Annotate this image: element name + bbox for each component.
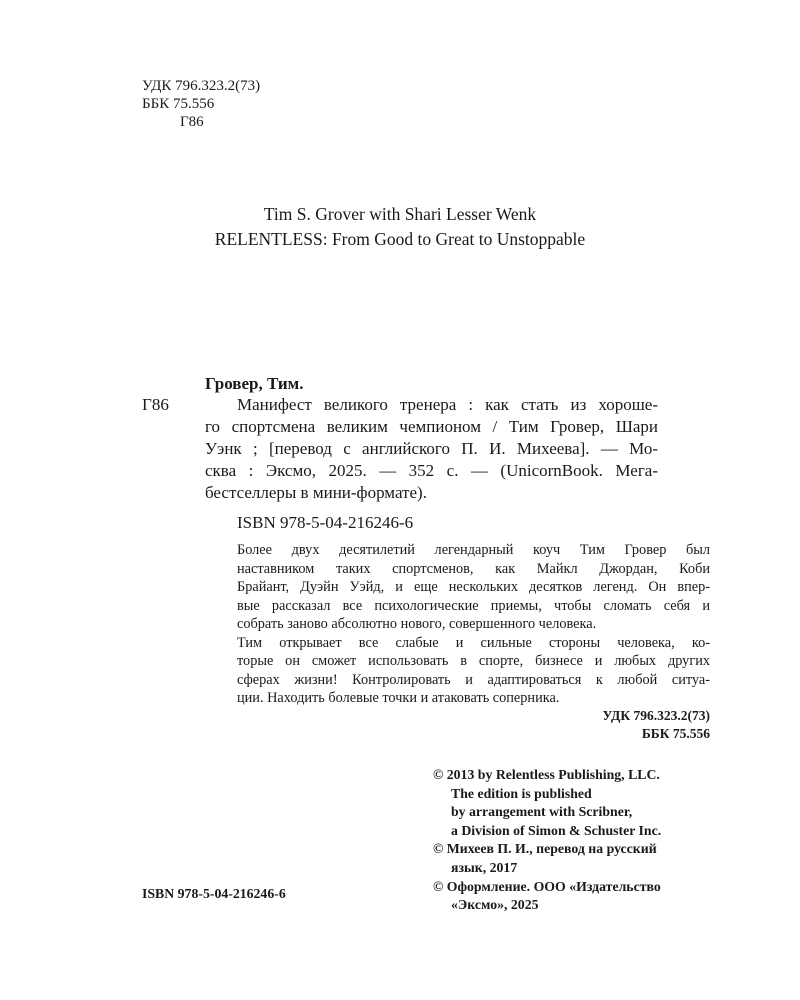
author-heading: Гровер, Тим. bbox=[205, 374, 304, 393]
bbk-code-repeat: ББК 75.556 bbox=[641, 726, 710, 741]
annotation-line: вые рассказал все психологические приемы, чтобы сломать себя и bbox=[237, 597, 710, 614]
annotation bbox=[237, 541, 710, 708]
original-edition bbox=[0, 203, 800, 250]
bibliographic-description bbox=[205, 394, 658, 504]
description-line: Манифест великого тренера : как стать из хороше- bbox=[237, 395, 658, 414]
udk-code: УДК 796.323.2(73) bbox=[142, 78, 261, 94]
description-line: Уэнк ; [перевод с английского П. И. Михеева]. — Мо- bbox=[205, 439, 658, 458]
copyright-line: The edition is published bbox=[451, 785, 592, 801]
author-mark: Г86 bbox=[180, 114, 204, 130]
description-line: бестселлеры в мини-формате). bbox=[205, 483, 427, 502]
annotation-line: собрать заново абсолютно нового, совершенного человека. bbox=[237, 616, 597, 632]
description-line: сква : Эксмо, 2025. — 352 с. — (UnicornBook. Мега- bbox=[205, 461, 658, 480]
copyright-line: © Михеев П. И., перевод на русский bbox=[433, 841, 657, 857]
annotation-line: Более двух десятилетий легендарный коуч Тим Гровер был bbox=[237, 542, 710, 558]
copyright-line: a Division of Simon & Schuster Inc. bbox=[451, 822, 662, 838]
copyright-block bbox=[433, 766, 661, 915]
classification-block bbox=[142, 77, 260, 131]
annotation-line: Тим открывает все слабые и сильные стороны человека, ко- bbox=[237, 634, 710, 651]
original-authors: Tim S. Grover with Shari Lesser Wenk bbox=[263, 204, 537, 224]
annotation-line: сферах жизни! Контролировать и адаптироваться к любой ситуа- bbox=[237, 671, 710, 688]
annotation-line: Брайант, Дуэйн Уэйд, и еще нескольких десятков легенд. Он впер- bbox=[237, 579, 710, 595]
record-isbn: ISBN 978-5-04-216246-6 bbox=[237, 513, 414, 532]
bottom-isbn: ISBN 978-5-04-216246-6 bbox=[142, 886, 286, 901]
copyright-line: © Оформление. ООО «Издательство bbox=[433, 878, 661, 894]
copyright-line: by arrangement with Scribner, bbox=[451, 804, 633, 820]
description-line: го спортсмена великим чемпионом / Тим Гровер, Шари bbox=[205, 417, 658, 436]
udk-code-repeat: УДК 796.323.2(73) bbox=[602, 708, 710, 723]
original-title: RELENTLESS: From Good to Great to Unstoppable bbox=[214, 229, 586, 249]
bbk-code: ББК 75.556 bbox=[142, 96, 215, 112]
classification-repeat bbox=[480, 707, 710, 743]
record-mark: Г86 bbox=[142, 395, 169, 414]
copyright-line: язык, 2017 bbox=[451, 859, 518, 875]
copyright-line: © 2013 by Relentless Publishing, LLC. bbox=[433, 767, 660, 782]
annotation-line: наставником таких спортсменов, как Майкл Джордан, Коби bbox=[237, 560, 710, 577]
copyright-line: «Эксмо», 2025 bbox=[451, 897, 539, 913]
annotation-line: ции. Находить болевые точки и атаковать соперника. bbox=[237, 690, 560, 706]
annotation-line: торые он сможет использовать в спорте, бизнесе и любых других bbox=[237, 653, 710, 669]
